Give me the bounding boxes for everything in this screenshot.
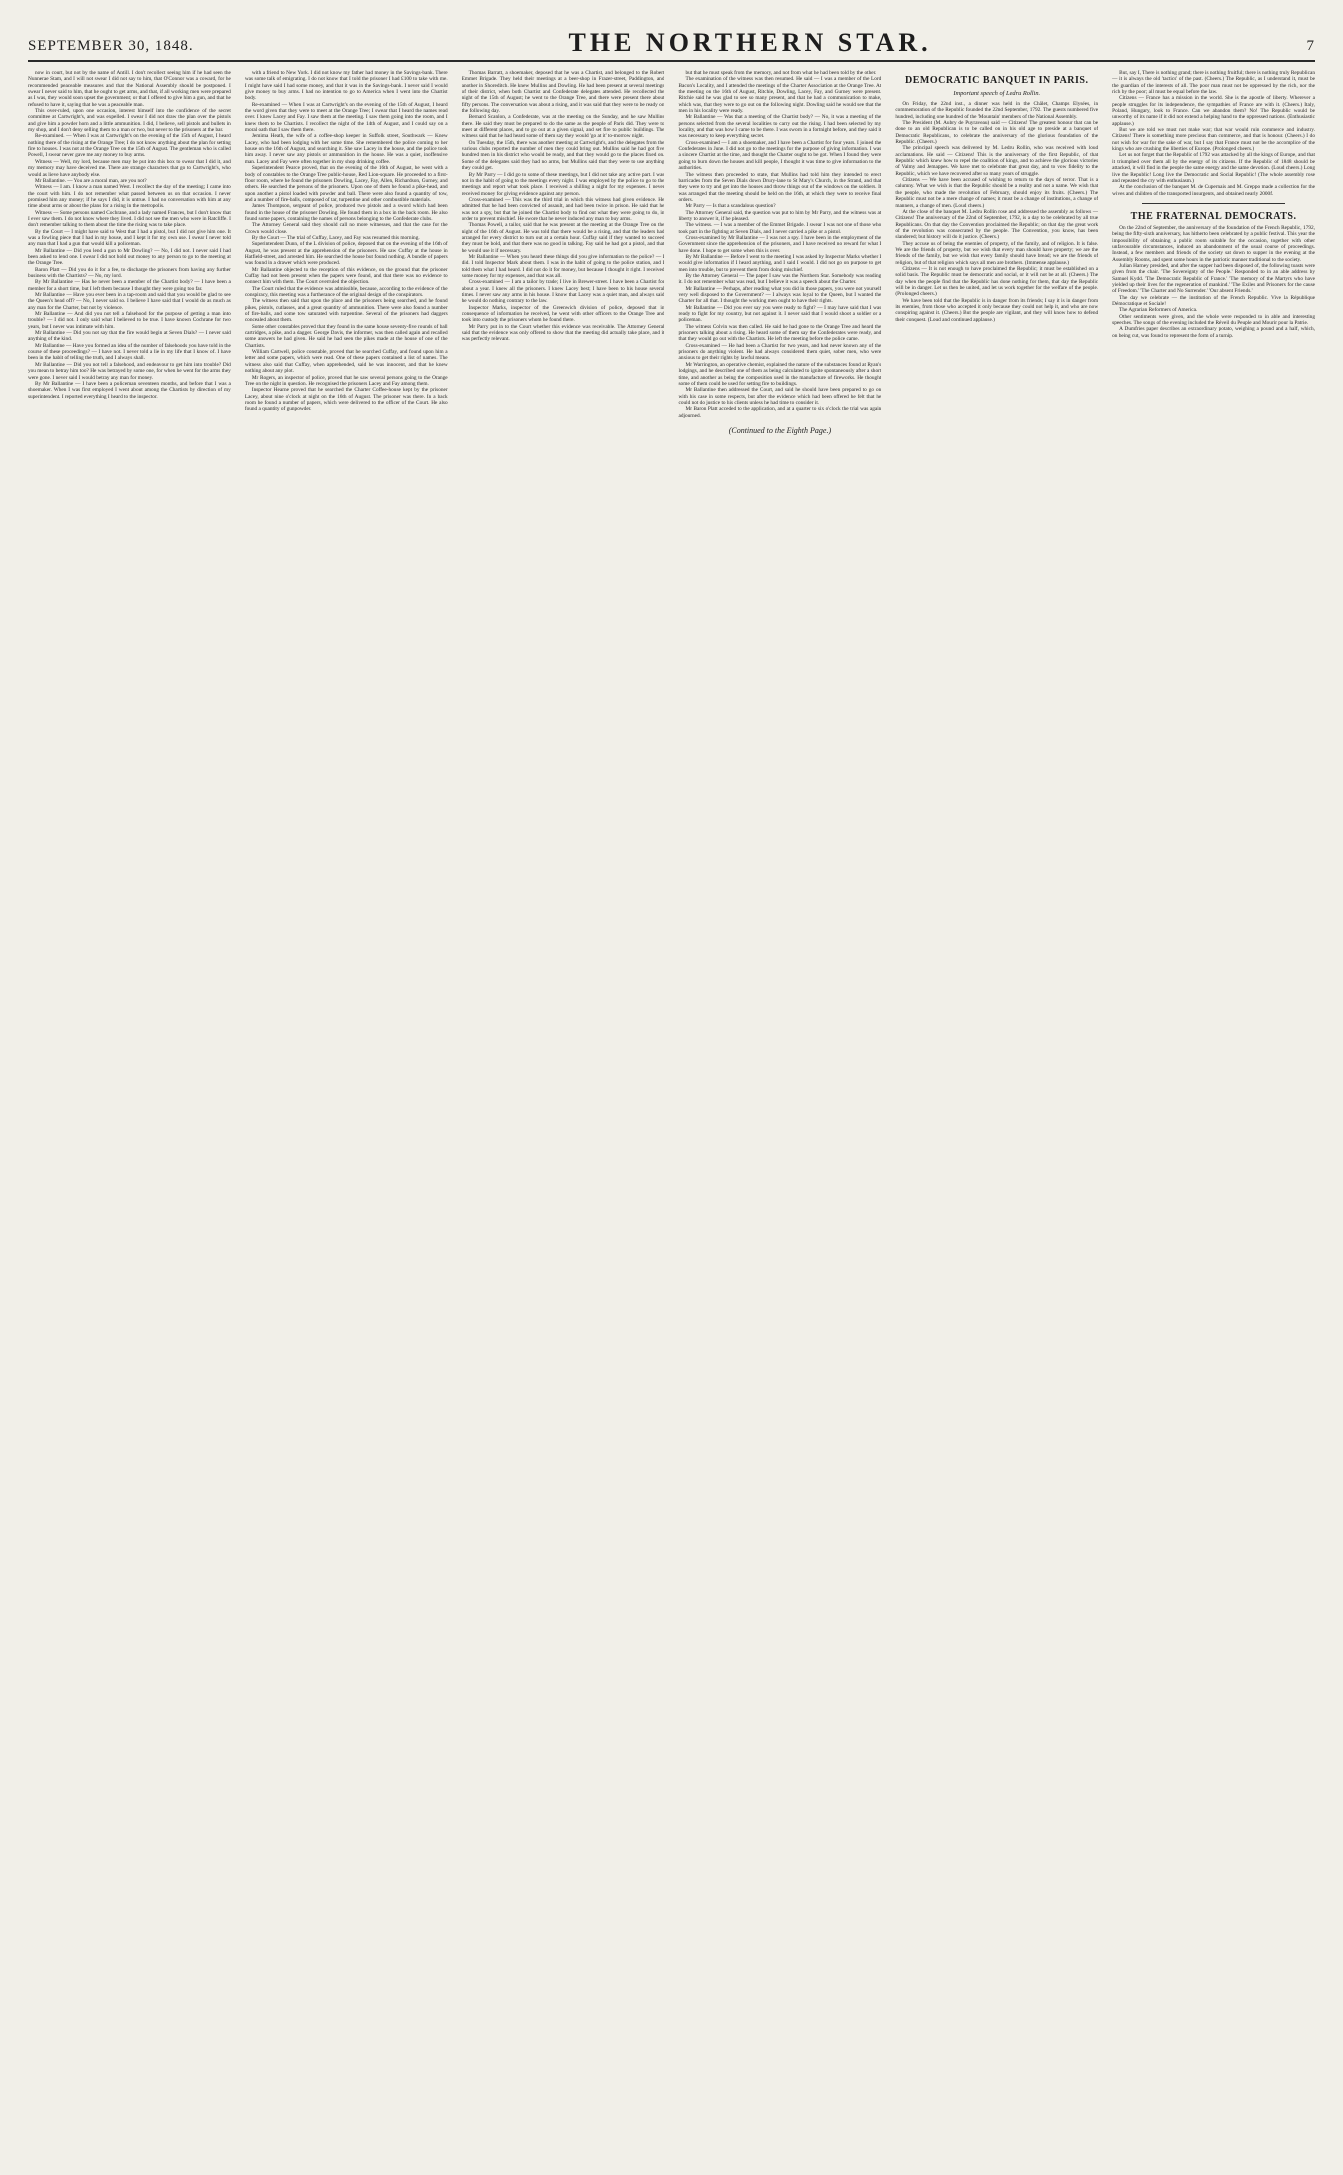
article-paragraph: Witness — Well, my lord, because men may be put into this box to swear that I did it, and my memory may have deceived me. There are strange characters that go to Cartwright's, who would as lieve have anybody else.	[28, 158, 231, 178]
article-paragraph: Witness — I am. I know a man named West. I recollect the day of the meeting; I came into the court with him. I do not remember what passed between us on that occasion. I never promised him any money; if he says I did, it is untrue. I had no conversation with him at any time about arms or about the plans for a rising in the metropolis.	[28, 184, 231, 210]
article-paragraph: Some other constables proved that they found in the same house seventy-five rounds of ball cartridges, a pike, and a dagger. George Davis, the informer, was then called again and recalled some answers he had given. He said he had seen the pikes made at the house of one of the Chartists.	[244, 323, 448, 349]
article-paragraph: Cross-examined — I am a shoemaker, and I have been a Chartist for four years. I joined the Confederates in June. I did not go to the meetings for the purpose of giving information. I was a sincere Chartist at the time, and thought the Charter ought to be got. When I found they were going to burn down the houses and kill people, I thought it was time to give information to the authorities.	[678, 139, 882, 172]
article-paragraph: The Attorney General said they should call no more witnesses, and that the case for the Crown would close.	[244, 222, 448, 235]
article-paragraph: Mr Ballantine — Did you lend a gun to Mr Dowling? — No, I did not. I never said I had been asked to lend one. I swear I did not hold out money to any person to go to the meeting at the Orange Tree.	[28, 247, 231, 267]
article-paragraph: Mr Parry — Is that a scandalous question?	[685, 203, 776, 210]
article-paragraph: The Attorney General said, the question was put to him by Mr Parry, and the witness was at liberty to answer it, if he pleased.	[678, 209, 882, 222]
article-paragraph: Mr Ballantine objected to the reception of this evidence, on the ground that the prisoner Cuffay had not been present when the papers were found, and that there was no evidence to connect him with them. The Court overruled the objection.	[244, 266, 448, 286]
newspaper-title: THE NORTHERN STAR.	[568, 28, 932, 57]
article-paragraph: James Thompson, sergeant of police, produced two pistols and a sword which had been found in the house of the prisoner Dowling. He found them in a box in the back room. He also found some papers, containing the names of persons belonging to the Confederate clubs.	[244, 203, 448, 222]
continued-note: (Continued to the Eighth Page.)	[728, 425, 832, 435]
article-paragraph: Mr Ballantine — Perhaps, after reading what you did in those papers, you were not yourself very well disposed to the Government? — I always was loyal to the Queen, but I wanted the Charter for all that. I thought the working men ought to have their rights.	[678, 285, 882, 305]
article-paragraph: Citizens — It is not enough to have proclaimed the Republic; it must be established on a solid basis. The Republic must be democratic and social, or it will not be at all. (Cheers.) The day when the people find that the Republic has done nothing for them, that day the Republic will be in danger. Let us then be united, and let us work together for the welfare of the people. (Prolonged cheers.)	[895, 265, 1099, 298]
article-paragraph: Mr Ballantine — Have you formed an idea of the number of falsehoods you have told in the course of these proceedings? — I have not. I never told a lie in my life that I know of. I have been in the habit of telling the truth, and I always shall.	[28, 342, 231, 362]
section-subheading: Important speech of Ledru Rollin.	[953, 90, 1041, 97]
column-2	[245, 70, 448, 2155]
article-paragraph: Baron Platt — Did you do it for a fee, to discharge the prisoners from having any further business with the Chartists? — No, my lord.	[28, 266, 231, 279]
article-paragraph: but that he must speak from the memory, and not from what he had been told by the other.	[685, 70, 877, 76]
article-paragraph: This over-ruled, upon one occasion, interest himself into the confidence of the secret committee at Cartwright's, and was expelled. I swear I did not draw the plan over the pistols and give him a powder horn and a little ammunition. I did, I believe, sell pistols and bullets in my shop, and I don't deny selling them to a man or two, but never to the prisoners at the bar.	[28, 108, 231, 134]
article-paragraph: On the 22nd of September, the anniversary of the foundation of the French Republic, 1792, being the fifty-sixth anniversary, has hitherto been celebrated by a public festival. This year the impossibility of obtaining a public room suitable for the occasion, together with other unfavourable circumstances, induced an abandonment of the usual course of proceedings. Instead, a few members and friends of the society sat down to supper in the evening at the Assembly Rooms, and spent some hours in the patriotic manner traditional to the society.	[1112, 224, 1315, 263]
article-paragraph: The Agrarian Reformers of America.	[1119, 307, 1198, 314]
article-paragraph: By the Court — I might have said to West that I had a pistol, but I did not give him one. It was a fowling piece that I had in my house, and I kept it for my own use. I swear I never told any man that I had a gun that would kill a policeman.	[28, 228, 231, 248]
article-paragraph: By Mr Ballantine — Before I went to the meeting I was asked by Inspector Marks whether I would give information if I heard anything, and I said I would. I did not go on purpose to get men into trouble, but to prevent them from doing mischief.	[678, 253, 882, 273]
article-paragraph: Mr Ballantine then addressed the Court, and said he should have been prepared to go on with his case in some respects, but after the evidence which had been offered he felt that he could not do justice to his clients unless he had time to consider it.	[678, 387, 882, 406]
article-paragraph: By the Attorney General — The paper I saw was the Northern Star. Somebody was reading it. I do not remember what was read, but I believe it was a speech about the Charter.	[678, 273, 882, 286]
article-paragraph: The witness then proceeded to state, that Mullins had told him they intended to erect barricades from the Seven Dials down Drury-lane to St Mary's Church, in the Strand, and that they were to try and get into the houses and throw things out of the windows on the soldiers. It was arranged that the meeting should be held on the 16th, at which they were to receive final orders.	[678, 171, 882, 203]
article-paragraph: Mr Ballantine — Did you not say that the fire would begin at Seven Dials? — I never said anything of the kind.	[28, 330, 231, 343]
article-paragraph: Mr Ballantine — Did you ever say you were ready to fight? — I may have said that I was ready to fight for my country, but not against it. I never said that I would shoot a soldier or a policeman.	[678, 304, 882, 324]
article-paragraph: Jemima Heath, the wife of a coffee-shop keeper in Suffolk street, Southwark — Knew Lacey, who had been lodging with her some time. She remembered the police coming to her house on the 16th of August, and searching it. She saw Lacey in the house, and the police took him away. I never saw any pistols or ammunition in the house. He was a quiet, inoffensive man. Lacey and Fay were often together in my shop drinking coffee.	[244, 133, 448, 165]
article-paragraph: Mr Ballantine — Have you ever been in a tap-room and said that you would be glad to see the Queen's head off? — No, I never said so. I believe I have said that I would do as much as any man for the Charter, but not by violence.	[28, 292, 231, 311]
article-paragraph: By Mr Parry — I did go to some of these meetings, but I did not take any active part. I was not in the habit of going to the meetings every night. I was employed by the police to go to the meetings and report what took place. I received a shilling a night for my expenses. I never received money for giving evidence against any person.	[461, 171, 665, 197]
article-paragraph: Citizens — We have been accused of wishing to return to the days of terror. That is a calumny. What we wish is that the Republic should be a reality and not a name. We wish that the people, who made the revolution of February, should enjoy its fruits. (Cheers.) The Republic must not be a mere change of names; it must be a change of institutions, a change of manners, a change of men. (Loud cheers.)	[895, 177, 1099, 209]
article-paragraph: Other sentiments were given, and the whole were responded to in able and interesting speeches. The songs of the evening included the Réveil du Peuple and Mourir pour la Patrie.	[1112, 313, 1315, 327]
article-paragraph: Citizens — France has a mission in the world. She is the apostle of liberty. Wherever a people struggles for its independence, the sympathies of France are with it. (Cheers.) Italy, Poland, Hungary, look to France. Can we abandon them? No! The Republic would be unworthy of its name if it did not extend a helping hand to the oppressed nations. (Enthusiastic applause.)	[1112, 95, 1315, 127]
article-paragraph: Thomas Powell, a tailor, said that he was present at the meeting at the Orange Tree on the night of the 16th of August. He was told that there would be a rising, and that the leaders had arranged for every district to turn out at a certain hour. Cuffay said if they wanted to succeed they must be bold, and that there was no good in talking. Fay said he had got a pistol, and that he would use it if necessary.	[461, 222, 665, 254]
article-columns	[28, 70, 1315, 2155]
article-paragraph: now in court, but not by the name of Antill. I don't recollect seeing him if he had seen the Nunnerae Stam, and I will not swear I did not say to him, that O'Connor was a coward, for he recommended peaceable measures and that the National Assembly should be postponed. I swear I never said to him, that he ought to get arms, and that, if all working men were prepared as I was, they would soon upset the government; or that I offered to give him a gun, and that he refused to have it, saying that he was a peaceable man.	[28, 70, 231, 108]
section-divider	[1142, 203, 1285, 204]
article-paragraph: Julian Harney presided, and after the supper had been disposed of, the following toasts were given from the chair. 'The Sovereignty of the People.' Responded to in an able address by Samuel Kydd. 'The Democratic Republic of France.' 'The memory of the Martyrs who have yielded up their lives for the regeneration of mankind.' 'The Exiles and Prisoners for the cause of Freedom.' 'The Charter and No Surrender.' 'Our absent Friends.'	[1112, 262, 1315, 295]
article-paragraph: Cross-examined — This was the third trial in which this witness had given evidence. He admitted that he had been convicted of assault, and had been twice in prison. He said that he was not a spy, but that he joined the Chartist body to find out what they were going to do, in order to prevent mischief. He swore that he never induced any man to buy arms.	[461, 196, 665, 222]
article-paragraph: Inspector Hearne proved that he searched the Charter Coffee-house kept by the prisoner Lacey, about nine o'clock at night on the 16th of August. The prisoner was there. In a back room he found a number of papers, which were delivered to the officer of the Court. He also found a quantity of gunpowder.	[244, 387, 448, 413]
article-paragraph: The Court ruled that the evidence was admissible, because, according to the evidence of the conspiracy, this meeting was a furtherance of the original design of the conspirators.	[244, 285, 448, 299]
article-paragraph: Mr Warrington, an operative chemist, explained the nature of the substances found at Ryan's lodgings, and he described one of them as being calculated to ignite spontaneously after a short time, and another as being the composition used in the manufacture of fireworks. He thought some of them could be used for setting fire to buildings.	[678, 361, 882, 387]
article-paragraph: By Mr Ballantine — I have been a policeman seventeen months, and before that I was a shoemaker. When I was first employed I went about among the Chartists by direction of my superintendent. I reported everything I heard to the inspector.	[28, 380, 231, 400]
article-paragraph: Inspector Marks, inspector of the Greenwich division of police, deposed that in consequence of information he received, he went with other officers to the Orange Tree and took into custody the prisoners whom he found there.	[461, 304, 665, 324]
article-paragraph: At the conclusion of the banquet M. de Cupernais and M. Greppo made a collection for the wives and children of the transported insurgents, and obtained nearly 2000f.	[1112, 184, 1315, 197]
column-3	[462, 70, 665, 2155]
column-5	[895, 70, 1098, 2155]
article-paragraph: Re-examined. — When I was at Cartwright's on the evening of the 15th of August, I heard nothing there of the rising at the Orange Tree; I do not know anything about the plan for setting fire to houses. I was not at the Orange Tree on the 15th of August. The gentleman who is called Powell, I swear never gave me any money to buy arms.	[28, 133, 231, 159]
article-paragraph: Cross-examined — He had been a Chartist for two years, and had never known any of the prisoners do anything violent. He had always considered them quiet, sober men, who were anxious to get their rights by lawful means.	[678, 342, 882, 362]
article-paragraph: Superintendent Dunn, of the L division of police, deposed that on the evening of the 16th of August, he was present at the apprehension of the prisoners. He saw Cuffay at the house in Hatfield-street, and arrested him. He searched the house but found nothing. A bundle of papers was found in a drawer which were produced.	[244, 241, 448, 267]
article-paragraph: At the close of the banquet M. Ledru Rollin rose and addressed the assembly as follows — Citizens! The anniversary of the 22nd of September, 1792, is a day to be celebrated by all true Republicans. On that day the Convention proclaimed the Republic; on that day the great work of the revolution was consecrated by the people. The Convention, you know, has been slandered; but history will do it justice. (Cheers.)	[895, 208, 1099, 241]
article-paragraph: The examination of the witness was then resumed. He said — I was a member of the Lord Bacon's Locality, and I attended the meetings of the Charter Association at the Orange Tree. At the meeting on the 16th of August, Ritchie, Dowling, Lacey, Fay, and Gurney were present. Ritchie said he was glad to see so many present, and that he had a communication to make, which was, that they were to go out on the following night. Dowling said he would see that the men in his locality were ready.	[678, 76, 882, 115]
article-paragraph: On Tuesday, the 15th, there was another meeting at Cartwright's, and the delegates from the various clubs reported the number of men they could bring out. Mullins said he had got five hundred men in his district who would be ready, and that they would go to the places fixed on. Some of the delegates said they had no arms, but Mullins said that they were to use anything they could get.	[461, 139, 665, 172]
issue-date: SEPTEMBER 30, 1848.	[28, 38, 194, 54]
article-paragraph: But we are told we must not make war; that war would ruin commerce and industry. Citizens! There is something more precious than commerce, and that is honour. (Cheers.) I do not wish for war for the sake of war, but I say that France must not be the accomplice of the kings who are crushing the liberties of Europe. (Prolonged cheers.)	[1112, 127, 1315, 153]
article-paragraph: By the Court — The trial of Cuffay, Lacey, and Fay was resumed this morning.	[251, 234, 420, 241]
column-6	[1112, 70, 1315, 2155]
article-paragraph: They accuse us of being the enemies of property, of the family, and of religion. It is false. We are the friends of property, but we wish that every man should have property; we are the friends of the family, but we wish that every family should have bread; we are the friends of religion, but of that religion which says all men are brothers. (Immense applause.)	[895, 240, 1099, 266]
article-paragraph: Witness — Some persons named Cochrane, and a lady named Frances, but I don't know that I ever saw them. I do not know where they lived. I did not see the men who were in Ratcliffe. I don't remember talking to them about the time the rising was to take place.	[28, 209, 231, 229]
article-paragraph: The principal speech was delivered by M. Ledru Rollin, who was received with loud acclamations. He said — Citizens! This is the anniversary of the first Republic, of that Republic which knew how to repel the coalition of kings, and to achieve the glorious victories of Valmy and Jemappes. We have met to celebrate that great day, and to vow fidelity to the Republic, which we have recovered after so many years of struggle.	[895, 145, 1099, 177]
article-paragraph: William Cartwell, police constable, proved that he searched Cuffay, and found upon him a letter and some papers, which were read. One of these papers contained a list of names. The witness also said that Cuffay, when apprehended, said he was innocent, and that he knew nothing about any plot.	[244, 349, 448, 375]
article-paragraph: By Mr Ballantine — Has he never been a member of the Chartist body? — I have been a member for a short time, but I left them because I thought they were going too far.	[28, 279, 231, 292]
article-paragraph: Mr Parry put in to the Court whether this evidence was receivable. The Attorney General said that the evidence was only offered to show that the meeting did actually take place, and it was perfectly relevant.	[461, 323, 665, 343]
article-paragraph: Cross-examined — I am a tailor by trade; I live in Brewer-street. I have been a Chartist for about a year. I knew all the prisoners. I knew Lacey best; I have been to his house several times. I never saw any arms in his house. I know that Lacey was a quiet man, and always said he would do nothing contrary to the law.	[461, 279, 665, 305]
page-number: 7	[1306, 38, 1315, 54]
article-paragraph: Mr Rogers, an inspector of police, proved that he saw several persons going to the Orange Tree on the night in question. He recognised the prisoners Lacey and Fay among them.	[244, 374, 448, 387]
section-heading: THE FRATERNAL DEMOCRATS.	[1130, 210, 1297, 222]
article-paragraph: Thomas Barratt, a shoemaker, deposed that he was a Chartist, and belonged to the Robert Emmet Brigade. They held their meetings at a beer-shop in Frazer-street, Paddington, and another in Shoreditch. He knew Mullins and Dowling. He had been present at several meetings of their district, when both Chartist and Confederate delegates attended. He recollected the night of the 15th of August; he went to the Orange Tree, and there were present there about fifty persons. The conversation was about a rising, and it was said that they were to be ready on the following day.	[461, 70, 665, 115]
article-paragraph: Superintendent Pearce proved, that on the evening of the 16th of August, he went with a body of constables to the Orange Tree public-house, Red Lion-square. He proceeded to a first-floor room, where he found the prisoners Dowling, Lacey, Fay, Allen, Richardson, Gurney, and others. He searched the persons of the prisoners. Upon one of them he found a pike-head, and upon another a pistol loaded with powder and ball. There were also found a quantity of tow, and a number of fire-balls, composed of tar, turpentine and other combustible materials.	[244, 165, 448, 203]
article-paragraph: Mr Baron Platt acceded to the application, and at a quarter to six o'clock the trial was again adjourned.	[678, 406, 882, 419]
article-paragraph: The day we celebrate — the institution of the French Republic. Vive la République Démocratique et Sociale!	[1112, 294, 1315, 307]
article-paragraph: Mr Ballantine — Did you not tell a falsehood, and endeavour to get him into trouble? Did you mean to betray him too? He was betrayed by some one, for when he went for the arms they were gone. I never said I would betray any man for money.	[28, 361, 231, 381]
section-heading: DEMOCRATIC BANQUET IN PARIS.	[905, 75, 1089, 86]
article-paragraph: Mr Ballantine — When you heard these things did you give information to the police? — I did. I told Inspector Mark about them. I was in the habit of going to the police station, and I told them what I had heard. I did not do it for money, but because I thought it right. I received some money for my expenses, and that was all.	[461, 253, 665, 279]
article-paragraph: A Dumfries paper describes an extraordinary potato, weighing a pound and a half, which, on being cut, was found to represent the form of a turnip.	[1112, 326, 1315, 339]
masthead	[28, 30, 1315, 62]
article-paragraph: On Friday, the 22nd inst., a dinner was held in the Châlet, Champs Elysées, in commemoration of the Republic founded the 22nd September, 1792. The guests numbered five hundred, including one hundred of the 'Mountain' members of the National Assembly.	[895, 101, 1099, 120]
article-paragraph: Mr Ballantine — Was that a meeting of the Chartist body? — No, it was a meeting of the persons selected from the several localities to carry out the rising. I had been selected by my locality, and that was how I came to be there. I was sworn in a fortnight before, and they said it was necessary to keep everything secret.	[678, 114, 882, 140]
article-paragraph: We have been told that the Republic is in danger from its friends; I say it is in danger from its enemies, from those who accepted it only because they could not help it, and who are now conspiring against it. (Cheers.) But the people are vigilant, and they will know how to defend their conquest. (Loud and continued applause.)	[895, 297, 1099, 323]
article-paragraph: Re-examined — When I was at Cartwright's on the evening of the 15th of August, I heard the word given that they were to meet at the Orange Tree; I swear that I heard the names read over. I knew Lacey and Fay. I saw them at the meeting. I saw them going into the room, and I knew them to be Chartists. I recollect the night of the 14th of August, and I could say on a moral oath that I saw them there.	[244, 101, 448, 134]
article-paragraph: The President (M. Aubry de Puyraveau) said — Citizens! The greatest honour that can be done to an old Republican is to be called on in his old age to preside at a banquet of Democratic Republicans, to celebrate the anniversary of the glorious foundation of the Republic. (Cheers.)	[895, 120, 1099, 146]
article-paragraph: The witness Colvin was then called. He said he had gone to the Orange Tree and heard the prisoners talking about a rising. He heard some of them say the Confederates were ready, and that they would go out with the Chartists. He left the meeting before the police came.	[678, 323, 882, 343]
article-paragraph: Mr Ballantine — And did you not tell a falsehood for the purpose of getting a man into trouble? — I did not. I only said what I believed to be true. I have known Cochrane for two years, but I never was intimate with him.	[28, 311, 231, 330]
article-paragraph: Cross-examined by Mr Ballantine — I was not a spy. I have been in the employment of the Government since the apprehension of the prisoners, and I have received no reward for what I have done. I hope to get some when this is over.	[678, 234, 882, 254]
article-paragraph: Let us not forget that the Republic of 1792 was attacked by all the kings of Europe, and that it triumphed over them all by the energy of its citizens. If the Republic of 1848 should be attacked, it will find in the people the same energy and the same devotion. (Loud cheers.) Long live the Republic! Long live the Democratic and Social Republic! (The whole assembly rose and repeated the cry with enthusiasm.)	[1112, 152, 1315, 184]
article-paragraph: The witness. — I was a member of the Emmet Brigade. I swear I was not one of those who took part in the fighting at Seven Dials, and I never carried a pike or a pistol.	[678, 222, 882, 235]
article-paragraph: with a friend to New York. I did not know my father had money in the Savings-bank. There was some talk of emigrating. I do not know that I told the prisoner I had £100 to take with me. I might have said I had some money, and that it was in the Savings-bank. I never said I would give money to buy arms. I had no intention to go to America when I went into the Chartist body.	[244, 70, 448, 102]
article-paragraph: The witness then said that upon the place and the prisoners being searched, and he found pikes, pistols, cutlasses, and a great quantity of ammunition. There were also found a number of fire-balls, and some tow saturated with turpentine. Several of the prisoners had daggers concealed about them.	[244, 298, 448, 324]
article-paragraph: Bernard Scanlon, a Confederate, was at the meeting on the Sunday, and he saw Mullins there. He said they must be prepared to do the same as the people of Paris did. They were to meet at different places, and to go out at a given signal, and set fire to public buildings. The witness said that he had heard some of them say they would 'go at it' to-morrow night.	[461, 114, 665, 140]
article-paragraph: But, say I, There is nothing grand; there is nothing fruitful; there is nothing truly Republican — it is always the old 'tactics' of the past. (Cheers.) The Republic, as I understand it, must be the guardian of the interests of all. The poor man must not be oppressed by the rich, nor the rich by the poor; all must be equal before the law.	[1112, 70, 1315, 96]
article-paragraph: Mr Ballantine. — You are a moral man, are you not?	[35, 177, 147, 184]
column-1	[28, 70, 231, 2155]
column-4	[678, 70, 881, 2155]
